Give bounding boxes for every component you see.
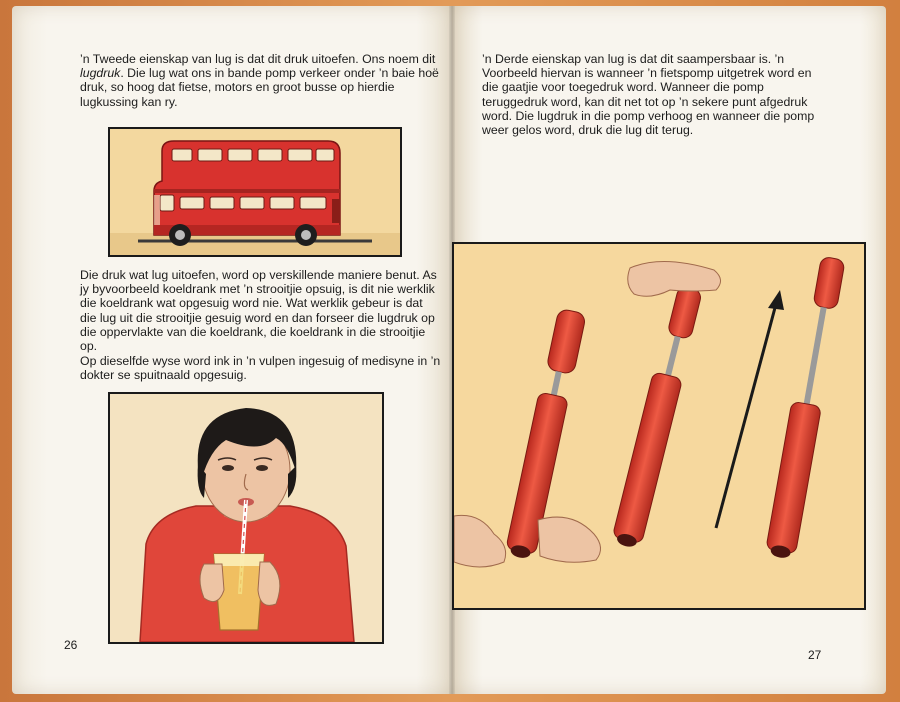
p1-text-a: ’n Tweede eienskap van lug is dat dit druk uitoefen. Ons noem dit: [80, 52, 436, 66]
left-paragraph-3: Op dieselfde wyse word ink in ’n vulpen ingesuig of medisyne in ’n dokter se spuitnaald opgesuig.: [80, 354, 441, 383]
bicycle-pump-icon: [454, 244, 864, 608]
p1-text-b: . Die lug wat ons in bande pomp verkeer onder ’n baie hoë druk, so hoog dat fietse, motors en groot busse op hierdie lugkussing kan ry.: [80, 66, 439, 109]
page-number-left: 26: [64, 638, 78, 652]
right-paragraph-1: ’n Derde eienskap van lug is dat dit saampersbaar is. ’n Voorbeeld hiervan is wanneer ’n fietspomp uitgetrek word en die gaatjie voor toegedruk word. Wanneer die pomp teruggedruk word, kan dit net tot op ’n sekere punt afgedruk word. Die lugdruk in die pomp verhoog en wanneer die pomp weer gelos word, druk die lug dit terug.: [482, 52, 815, 138]
left-paragraph-1: [80, 52, 442, 109]
girl-illustration: [108, 392, 384, 644]
bus-illustration: [108, 127, 402, 257]
girl-drinking-icon: [110, 394, 382, 642]
p1-italic-term: lugdruk: [80, 66, 121, 81]
page-number-right: 27: [808, 648, 822, 662]
left-paragraph-2: Die druk wat lug uitoefen, word op verskillende maniere benut. As jy byvoorbeeld koeldrank met ’n strooitjie opsuig, is dit nie werklik die koeldrank wat opgesuig word nie. Wat werklik gebeur is dat die lug uit die strooitjie gesuig word en dan forseer die lugdruk op die oppervlakte van die koeldrank, die koeldrank in die strooitjie op.: [80, 268, 437, 354]
bus-icon: [110, 129, 400, 255]
pump-illustration: [452, 242, 866, 610]
